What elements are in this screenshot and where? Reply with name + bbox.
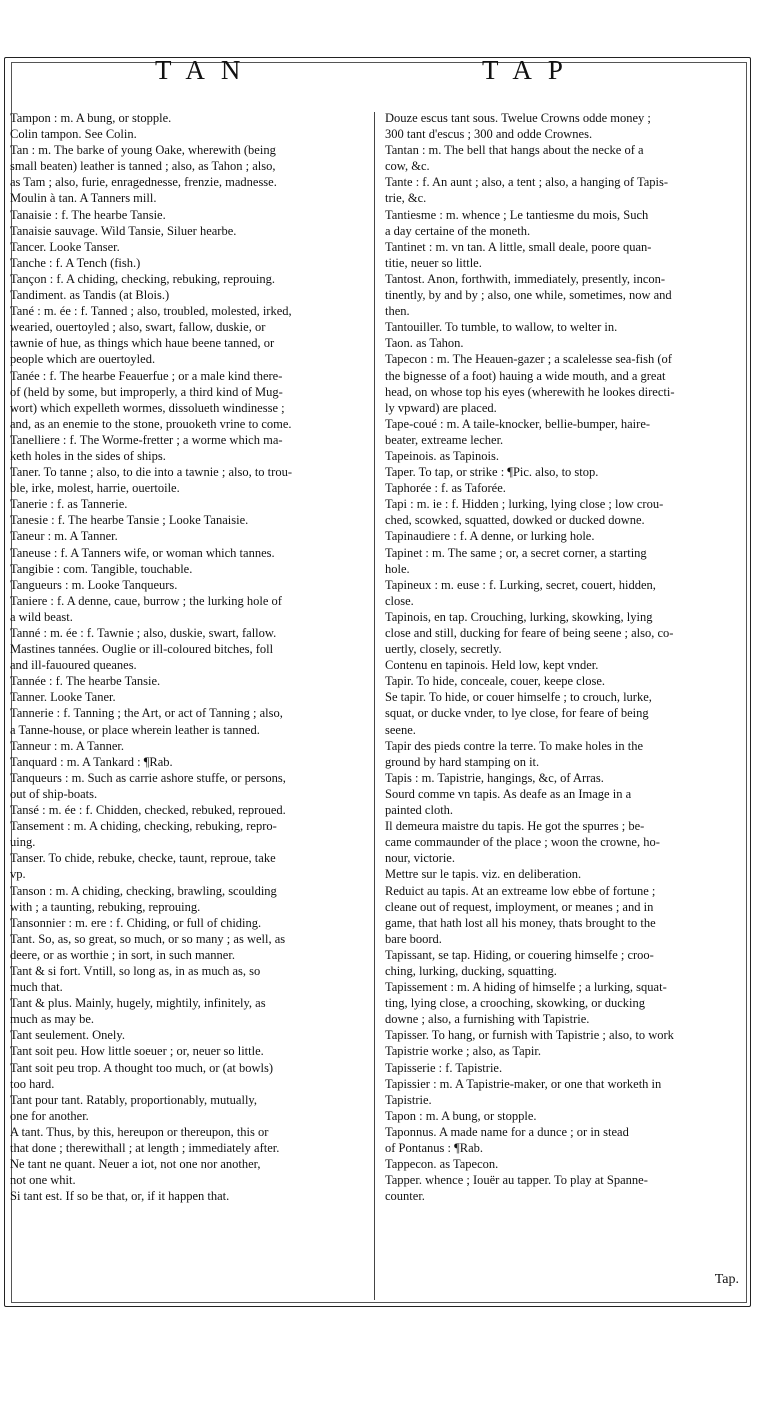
- dictionary-line: Tantan : m. The bell that hangs about the necke of a: [385, 143, 644, 158]
- dictionary-line: tinently, by and by ; also, one while, sometimes, now and: [385, 288, 672, 303]
- dictionary-line: out of ship-boats.: [10, 786, 98, 801]
- dictionary-line: Tanche : f. A Tench (fish.): [10, 255, 141, 270]
- dictionary-line: Tanné : m. ée : f. Tawnie ; also, duskie, swart, fallow.: [10, 626, 277, 640]
- dictionary-line: Tansement : m. A chiding, checking, rebuking, repro-: [10, 819, 277, 834]
- dictionary-line: Tannée : f. The hearbe Tansie.: [10, 674, 161, 689]
- dictionary-line: Tapis : m. Tapistrie, hangings, &c, of Arras.: [385, 770, 604, 785]
- dictionary-line: Tapinois, en tap. Crouching, lurking, skowking, lying: [385, 609, 653, 624]
- dictionary-line: bare boord.: [385, 931, 442, 946]
- dictionary-line: counter.: [385, 1189, 425, 1204]
- dictionary-line: Taphorée : f. as Taforée.: [385, 481, 506, 496]
- dictionary-line: Sourd comme vn tapis. As deafe as an Image in a: [385, 786, 632, 801]
- dictionary-line: ched, scowked, squatted, dowked or ducked downe.: [385, 513, 645, 528]
- left-column: [10, 110, 368, 1204]
- dictionary-line: seene.: [385, 722, 416, 737]
- column-divider: [374, 112, 375, 1300]
- dictionary-line: that done ; therewithall ; at length ; immediately after.: [10, 1141, 280, 1155]
- dictionary-line: Tampon : m. A bung, or stopple.: [10, 111, 172, 125]
- dictionary-line: Taner. To tanne ; also, to die into a tawnie ; also, to trou-: [10, 465, 292, 480]
- dictionary-line: Tapissant, se tap. Hiding, or couering himselfe ; croo-: [385, 947, 654, 962]
- dictionary-line: not one whit.: [10, 1173, 76, 1188]
- dictionary-line: Moulin à tan. A Tanners mill.: [10, 191, 157, 206]
- dictionary-line: uertly, closely, secretly.: [385, 642, 502, 657]
- dictionary-line: Tanesie : f. The hearbe Tansie ; Looke Tanaisie.: [10, 513, 249, 528]
- dictionary-line: keth holes in the sides of ships.: [10, 448, 166, 463]
- dictionary-line: Tapisser. To hang, or furnish with Tapistrie ; also, to work: [385, 1028, 674, 1043]
- dictionary-line: Tapisserie : f. Tapistrie.: [385, 1060, 503, 1075]
- dictionary-line: a day certaine of the moneth.: [385, 223, 531, 238]
- dictionary-line: Tantiesme : m. whence ; Le tantiesme du mois, Such: [385, 207, 649, 222]
- dictionary-line: Il demeura maistre du tapis. He got the spurres ; be-: [385, 819, 645, 834]
- dictionary-line: beater, extreame lecher.: [385, 432, 504, 447]
- dictionary-line: Mastines tannées. Ouglie or ill-coloured bitches, foll: [10, 642, 274, 657]
- dictionary-line: cleane out of request, imployment, or meanes ; and in: [385, 899, 654, 914]
- dictionary-line: close and still, ducking for feare of being seene ; also, co-: [385, 626, 674, 640]
- dictionary-line: Tapineux : m. euse : f. Lurking, secret, couert, hidden,: [385, 577, 656, 592]
- dictionary-line: one for another.: [10, 1108, 89, 1123]
- dictionary-line: Reduict au tapis. At an extreame low ebbe of fortune ;: [385, 883, 656, 898]
- dictionary-line: Tape-coué : m. A taile-knocker, bellie-bumper, haire-: [385, 416, 651, 431]
- dictionary-line: close.: [385, 593, 414, 608]
- dictionary-line: Taper. To tap, or strike : ¶Pic. also, to stop.: [385, 465, 599, 480]
- dictionary-line: a Tanne-house, or place wherein leather is tanned.: [10, 722, 260, 737]
- dictionary-line: Tapissement : m. A hiding of himselfe ; a lurking, squat-: [385, 980, 667, 995]
- dictionary-line: deere, or as worthie ; in sort, in such manner.: [10, 947, 235, 962]
- dictionary-line: ble, irke, molest, harrie, ouertoile.: [10, 481, 180, 496]
- dictionary-line: Tapon : m. A bung, or stopple.: [385, 1108, 537, 1123]
- dictionary-line: too hard.: [10, 1076, 55, 1091]
- dictionary-line: ly vpward) are placed.: [385, 400, 497, 415]
- dictionary-line: Tappecon. as Tapecon.: [385, 1157, 499, 1172]
- dictionary-line: the bignesse of a foot) hauing a wide mouth, and a great: [385, 368, 666, 383]
- dictionary-line: Tant soit peu trop. A thought too much, or (at bowls): [10, 1060, 273, 1075]
- dictionary-line: Mettre sur le tapis. viz. en deliberation.: [385, 867, 582, 882]
- right-column: [385, 110, 739, 1204]
- dictionary-line: much as may be.: [10, 1012, 95, 1027]
- dictionary-line: vp.: [10, 867, 26, 882]
- dictionary-line: Tant pour tant. Ratably, proportionably, mutually,: [10, 1092, 257, 1107]
- dictionary-line: Tantouiller. To tumble, to wallow, to welter in.: [385, 320, 618, 335]
- dictionary-line: Tapissier : m. A Tapistrie-maker, or one that worketh in: [385, 1076, 662, 1091]
- dictionary-line: Taneur : m. A Tanner.: [10, 529, 118, 544]
- dictionary-line: tawnie of hue, as things which haue beene tanned, or: [10, 336, 275, 351]
- dictionary-line: uing.: [10, 835, 36, 850]
- running-head-right: TAP: [482, 55, 579, 85]
- dictionary-line: Tapecon : m. The Heauen-gazer ; a scalelesse sea-fish (of: [385, 352, 672, 367]
- dictionary-line: Tané : m. ée : f. Tanned ; also, troubled, molested, irked,: [10, 304, 292, 319]
- catchword: Tap.: [714, 1272, 739, 1287]
- dictionary-line: with ; a taunting, rebuking, reprouing.: [10, 899, 201, 914]
- dictionary-line: Tangueurs : m. Looke Tanqueurs.: [10, 577, 178, 592]
- dictionary-line: Tapistrie.: [385, 1092, 432, 1107]
- dictionary-line: Tangibie : com. Tangible, touchable.: [10, 561, 193, 576]
- dictionary-line: downe ; also, a furnishing with Tapistrie.: [385, 1012, 590, 1027]
- dictionary-line: Tanser. To chide, rebuke, checke, taunt, reproue, take: [10, 851, 276, 866]
- dictionary-line: Tanaisie : f. The hearbe Tansie.: [10, 207, 166, 222]
- dictionary-line: Taon. as Tahon.: [385, 336, 464, 351]
- dictionary-line: ting, lying close, a crooching, skowking, or ducking: [385, 996, 646, 1011]
- dictionary-line: of (held by some, but improperly, a third kind of Mug-: [10, 384, 283, 399]
- dictionary-line: Taponnus. A made name for a dunce ; or in stead: [385, 1124, 629, 1139]
- dictionary-line: Tapir. To hide, conceale, couer, keepe close.: [385, 674, 605, 689]
- dictionary-line: Contenu en tapinois. Held low, kept vnder.: [385, 658, 599, 673]
- dictionary-line: much that.: [10, 980, 63, 995]
- dictionary-line: 300 tant d'escus ; 300 and odde Crownes.: [385, 127, 593, 142]
- dictionary-line: Tant soit peu. How little soeuer ; or, neuer so little.: [10, 1044, 264, 1059]
- dictionary-line: hole.: [385, 561, 410, 576]
- dictionary-line: Tanelliere : f. The Worme-fretter ; a worme which ma-: [10, 432, 283, 447]
- dictionary-line: Tapeinois. as Tapinois.: [385, 448, 499, 463]
- dictionary-line: Tanaisie sauvage. Wild Tansie, Siluer hearbe.: [10, 223, 237, 238]
- dictionary-line: squat, or ducke vnder, to lye close, for feare of being: [385, 706, 649, 721]
- dictionary-line: Tanner. Looke Taner.: [10, 690, 116, 705]
- dictionary-line: of Pontanus : ¶Rab.: [385, 1141, 484, 1155]
- dictionary-line: Taneuse : f. A Tanners wife, or woman which tannes.: [10, 545, 275, 560]
- dictionary-line: Tanson : m. A chiding, checking, brawling, scoulding: [10, 883, 277, 898]
- dictionary-line: Tant. So, as, so great, so much, or so many ; as well, as: [10, 931, 286, 946]
- dictionary-line: Taniere : f. A denne, caue, burrow ; the lurking hole of: [10, 593, 282, 608]
- running-head-left: TAN: [155, 55, 257, 85]
- dictionary-line: A tant. Thus, by this, hereupon or thereupon, this or: [10, 1124, 269, 1139]
- dictionary-line: a wild beast.: [10, 609, 73, 624]
- dictionary-line: small beaten) leather is tanned ; also, as Tahon ; also,: [10, 159, 276, 174]
- dictionary-line: people which are ouertoyled.: [10, 352, 156, 367]
- dictionary-line: and, as an enemie to the stone, prouoketh vrine to come.: [10, 416, 292, 431]
- dictionary-line: Tapir des pieds contre la terre. To make holes in the: [385, 738, 644, 753]
- dictionary-line: as Tam ; also, furie, enragednesse, frenzie, madnesse.: [10, 175, 277, 190]
- dictionary-line: Tant & si fort. Vntill, so long as, in as much as, so: [10, 963, 261, 978]
- dictionary-line: Si tant est. If so be that, or, if it happen that.: [10, 1189, 230, 1204]
- dictionary-line: Tapper. whence ; Iouër au tapper. To play at Spanne-: [385, 1173, 648, 1188]
- dictionary-line: Tant seulement. Onely.: [10, 1028, 125, 1043]
- dictionary-line: Tanquard : m. A Tankard : ¶Rab.: [10, 754, 173, 769]
- dictionary-line: cow, &c.: [385, 159, 430, 174]
- dictionary-line: Douze escus tant sous. Twelue Crowns odde money ;: [385, 111, 651, 125]
- dictionary-line: Tanerie : f. as Tannerie.: [10, 497, 128, 512]
- dictionary-line: Tannerie : f. Tanning ; the Art, or act of Tanning ; also,: [10, 706, 283, 721]
- dictionary-line: Tandiment. as Tandis (at Blois.): [10, 288, 170, 303]
- dictionary-line: painted cloth.: [385, 803, 454, 818]
- dictionary-line: and ill-fauoured queanes.: [10, 658, 137, 673]
- dictionary-line: Tapinaudiere : f. A denne, or lurking hole.: [385, 529, 595, 544]
- dictionary-line: trie, &c.: [385, 191, 427, 206]
- dictionary-line: Tansé : m. ée : f. Chidden, checked, rebuked, reproued.: [10, 803, 286, 818]
- dictionary-line: ching, lurking, ducking, squatting.: [385, 963, 557, 978]
- dictionary-line: Colin tampon. See Colin.: [10, 127, 137, 142]
- dictionary-line: Tantost. Anon, forthwith, immediately, presently, incon-: [385, 271, 666, 286]
- dictionary-line: Tapistrie worke ; also, as Tapir.: [385, 1044, 541, 1059]
- dictionary-line: Tanneur : m. A Tanner.: [10, 738, 124, 753]
- dictionary-line: Tanqueurs : m. Such as carrie ashore stuffe, or persons,: [10, 770, 286, 785]
- dictionary-line: then.: [385, 304, 410, 319]
- dictionary-line: Tantinet : m. vn tan. A little, small deale, poore quan-: [385, 239, 652, 254]
- dictionary-line: Tansonnier : m. ere : f. Chiding, or full of chiding.: [10, 915, 262, 930]
- dictionary-line: Tanée : f. The hearbe Feauerfue ; or a male kind there-: [10, 368, 283, 383]
- dictionary-line: Tancer. Looke Tanser.: [10, 239, 120, 254]
- dictionary-line: wearied, ouertoyled ; also, swart, fallow, duskie, or: [10, 320, 266, 335]
- dictionary-line: game, that hath lost all his money, thats brought to the: [385, 915, 656, 930]
- dictionary-line: titie, neuer so little.: [385, 255, 482, 270]
- dictionary-line: came commaunder of the place ; woon the crowne, ho-: [385, 835, 660, 850]
- dictionary-line: Tançon : f. A chiding, checking, rebuking, reprouing.: [10, 271, 276, 286]
- dictionary-line: head, on whose top his eyes (wherewith he lookes directi-: [385, 384, 675, 399]
- dictionary-line: ground by hard stamping on it.: [385, 754, 540, 769]
- dictionary-line: Se tapir. To hide, or couer himselfe ; to crouch, lurke,: [385, 690, 652, 705]
- dictionary-line: Tante : f. An aunt ; also, a tent ; also, a hanging of Tapis-: [385, 175, 669, 190]
- dictionary-line: Tant & plus. Mainly, hugely, mightily, infinitely, as: [10, 996, 266, 1011]
- dictionary-line: Tapinet : m. The same ; or, a secret corner, a starting: [385, 545, 647, 560]
- dictionary-line: wort) which expelleth wormes, dissolueth windinesse ;: [10, 400, 285, 415]
- dictionary-line: Ne tant ne quant. Neuer a iot, not one nor another,: [10, 1157, 261, 1172]
- dictionary-line: Tan : m. The barke of young Oake, wherewith (being: [10, 143, 276, 158]
- dictionary-line: nour, victorie.: [385, 851, 455, 866]
- dictionary-line: Tapi : m. ie : f. Hidden ; lurking, lying close ; low crou-: [385, 497, 664, 512]
